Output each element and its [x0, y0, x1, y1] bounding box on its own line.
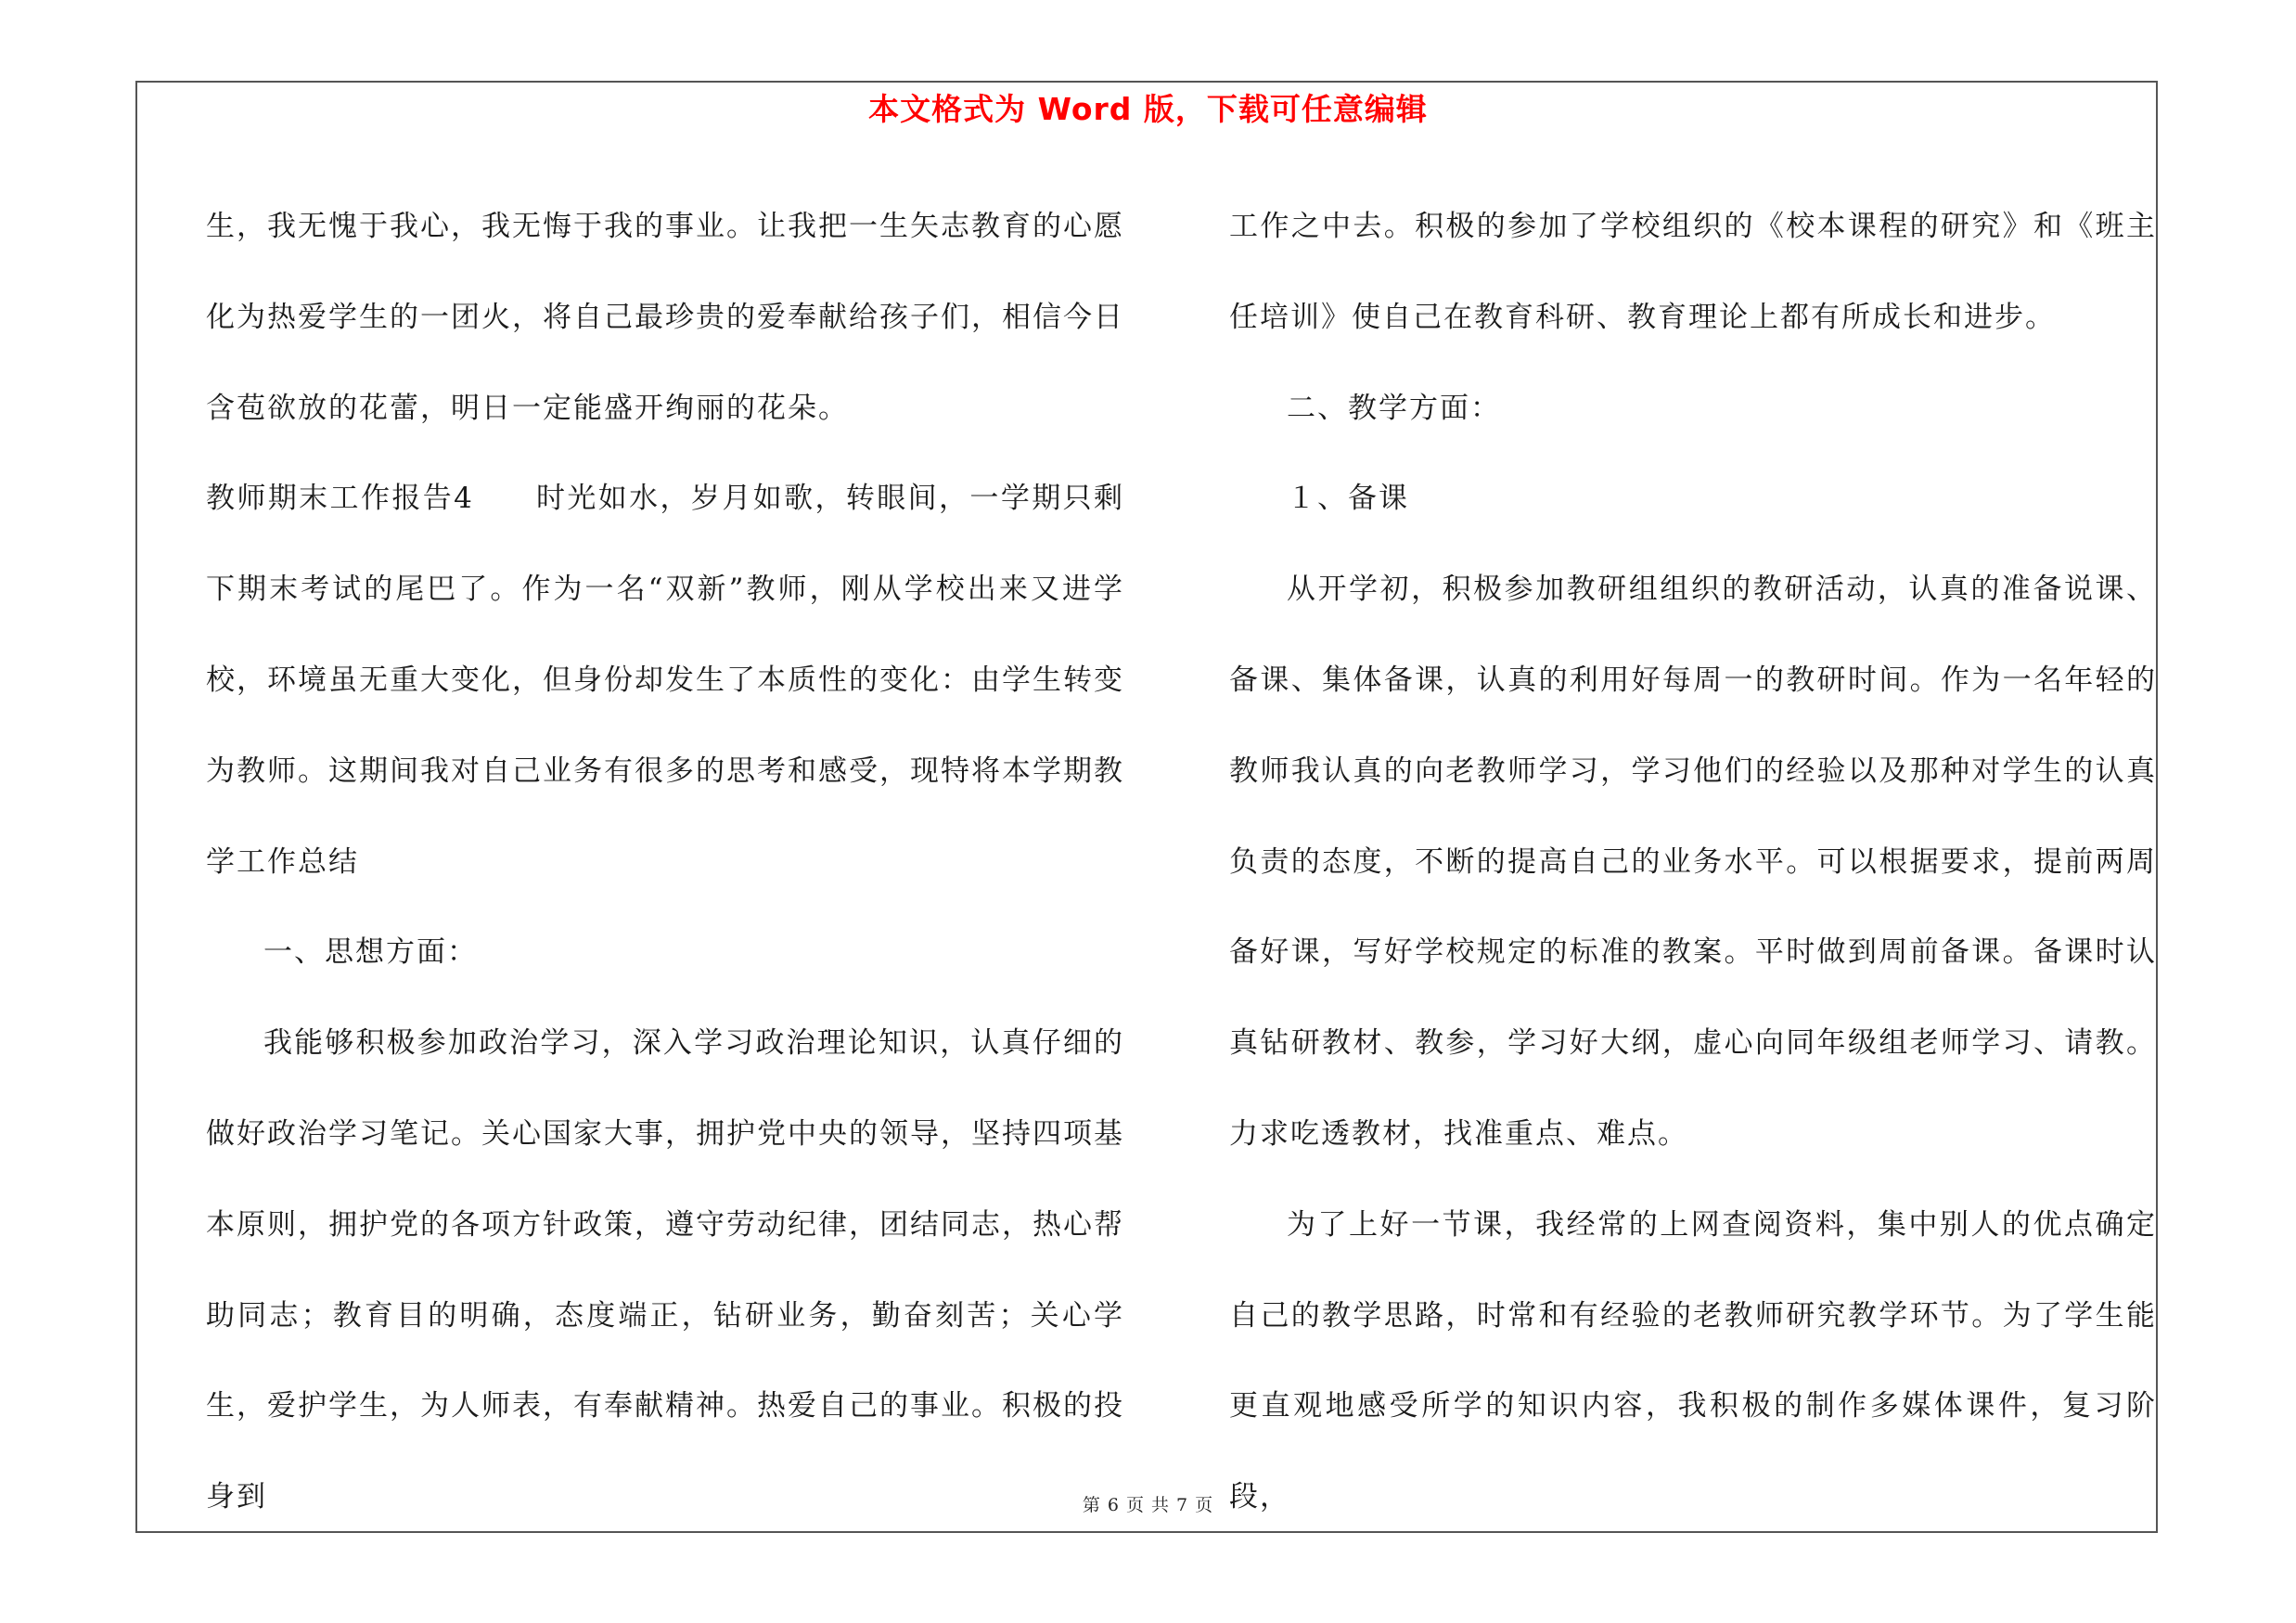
paragraph: 工作之中去。积极的参加了学校组织的《校本课程的研究》和《班主任培训》使自己在教育科研、教育理论上都有所成长和进步。: [1229, 210, 2157, 334]
left-column: [206, 182, 1124, 1543]
section-heading: 一、思想方面：: [263, 935, 478, 970]
paragraph: 从开学初，积极参加教研组组织的教研活动，认真的准备说课、备课、集体备课，认真的利用好每周一的教研时间。作为一名年轻的教师我认真的向老教师学习，学习他们的经验以及那种对学生的认真负责的态度，不断的提高自己的业务水平。可以根据要求，提前两周备好课，写好学校规定的标准的教案。平时做到周前备课。备课时认真钻研教材、教参，学习好大纲，虚心向同年级组老师学习、请教。力求吃透教材，找准重点、难点。: [1229, 573, 2157, 1151]
word-format-banner: 本文格式为 Word 版，下载可任意编辑: [868, 91, 1428, 127]
subsection-heading: １、备课: [1287, 482, 1409, 516]
paragraph: 生，我无愧于我心，我无悔于我的事业。让我把一生矢志教育的心愿化为热爱学生的一团火，将自己最珍贵的爱奉献给孩子们，相信今日含苞欲放的花蕾，明日一定能盛开绚丽的花朵。: [206, 210, 1124, 425]
paragraph: 为了上好一节课，我经常的上网查阅资料，集中别人的优点确定自己的教学思路，时常和有经验的老教师研究教学环节。为了学生能更直观地感受所学的知识内容，我积极的制作多媒体课件，复习阶段，: [1229, 1207, 2157, 1514]
page-number-footer: 第 6 页 共 7 页: [1082, 1495, 1214, 1515]
paragraph: 我能够积极参加政治学习，深入学习政治理论知识，认真仔细的做好政治学习笔记。关心国家大事，拥护党中央的领导，坚持四项基本原则，拥护党的各项方针政策，遵守劳动纪律，团结同志，热心帮助同志；教育目的明确，态度端正，钻研业务，勤奋刻苦；关心学生，爱护学生，为人师表，有奉献精神。热爱自己的事业。积极的投身到: [206, 1026, 1124, 1514]
right-column: [1229, 182, 2157, 1543]
paragraph: 教师期末工作报告4 时光如水，岁月如歌，转眼间，一学期只剩下期末考试的尾巴了。作为一名“双新”教师，刚从学校出来又进学校，环境虽无重大变化，但身份却发生了本质性的变化：由学生转变为教师。这期间我对自己业务有很多的思考和感受，现特将本学期教学工作总结: [206, 482, 1124, 879]
section-heading: 二、教学方面：: [1287, 391, 1501, 425]
